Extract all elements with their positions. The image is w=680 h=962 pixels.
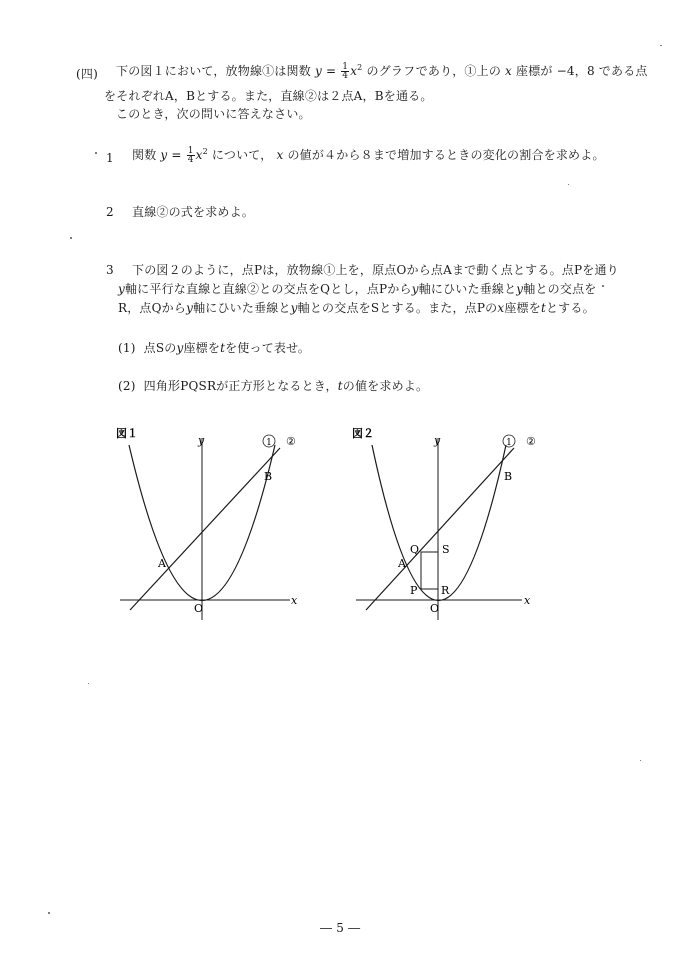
figure-1-title: 図１ <box>116 427 138 440</box>
figure-2-label-1: 1 <box>506 438 512 448</box>
q1-text-b: について， <box>211 148 273 162</box>
q3-var-y-2: y <box>411 282 419 296</box>
q3-sub2: (2) 四角形PQSRが正方形となるとき，tの値を求めよ。 <box>118 379 429 393</box>
section-number: (四) <box>76 67 98 81</box>
figure-1-x-label: x <box>291 594 298 607</box>
q3-line-2: y軸に平行な直線と直線②との交点をQとし，点Pからy軸にひいた垂線とy軸との交点を <box>118 282 597 296</box>
figure-1-point-a: A <box>158 557 166 570</box>
math-y-eq: y = <box>314 64 337 78</box>
x-values: −4，8 <box>556 64 595 78</box>
figure-2-point-s: S <box>442 543 450 556</box>
q3-sub2-var-t: t <box>337 379 343 393</box>
q3-sub1-var-y: y <box>176 341 184 355</box>
intro-text-b: のグラフであり，①上の <box>366 64 502 78</box>
math-x-var: x <box>505 64 513 78</box>
scan-speck <box>568 184 569 185</box>
intro-line-1 <box>116 60 648 80</box>
q1-text-a: 関数 <box>132 148 157 162</box>
fraction-one-quarter: $\frac{1}{4}$ <box>342 62 349 81</box>
q3-sub2-number: (2) <box>118 379 136 393</box>
intro-line-2: をそれぞれA，Bとする。また，直線②は２点A，Bを通る。 <box>104 89 433 103</box>
figure-2-point-a: A <box>398 557 406 570</box>
q1-number: 1 <box>106 151 114 165</box>
figure-2-label-2: ② <box>526 435 536 448</box>
figure-2-title: 図２ <box>352 427 374 440</box>
figure-1-label-2: ② <box>286 435 296 448</box>
scan-speck <box>95 152 97 154</box>
q3-var-y-5: y <box>290 301 298 315</box>
figure-2-point-q: Q <box>410 543 420 556</box>
q2-text: 直線②の式を求めよ。 <box>132 205 255 219</box>
q1-x: x <box>195 148 203 162</box>
q3-sub1-number: (1) <box>118 341 136 355</box>
figure-2-origin: O <box>430 602 440 615</box>
q3-sub1: (1) 点Sのy座標をtを使って表せ。 <box>118 341 311 355</box>
q3-var-y-3: y <box>516 282 524 296</box>
q1-y-eq: y = <box>160 148 182 162</box>
math-square: 2 <box>357 63 363 72</box>
figure-1-origin: O <box>194 602 204 615</box>
q1-square: 2 <box>202 147 208 156</box>
scan-speck <box>70 237 72 239</box>
q1-text-c: の値が４から８まで増加するときの変化の割合を求めよ。 <box>287 148 605 162</box>
intro-text-c: 座標が <box>516 64 553 78</box>
q1-x-var: x <box>276 148 284 162</box>
math-x: x <box>350 64 358 78</box>
scan-speck <box>602 285 604 287</box>
q3-var-x: x <box>497 301 505 315</box>
figure-2-point-p: P <box>410 584 418 597</box>
q1-text <box>132 144 605 164</box>
figure-2-point-r: R <box>441 584 450 597</box>
intro-text-a: 下の図１において，放物線①は関数 <box>116 64 311 78</box>
q3-var-t: t <box>540 301 546 315</box>
figure-2 <box>346 420 546 620</box>
scan-speck <box>48 912 50 914</box>
page-number: ― 5 ― <box>320 921 361 935</box>
figure-2-line <box>366 448 514 610</box>
scan-speck <box>88 683 89 684</box>
intro-line-3: このとき，次の問いに答えなさい。 <box>116 107 311 121</box>
q3-line-1: 下の図２のように，点Pは，放物線①上を，原点Oから点Aまで動く点とする。点Pを通り <box>132 263 619 277</box>
q3-var-y-1: y <box>118 282 125 296</box>
q2-number: 2 <box>106 205 114 219</box>
intro-text-d: である点 <box>598 64 648 78</box>
figure-2-point-b: B <box>504 470 513 483</box>
figure-1-y-label: y <box>198 434 205 447</box>
figure-2-parabola <box>372 445 506 601</box>
q1-fraction: $\frac{1}{4}$ <box>187 146 194 165</box>
figure-1-label-1: 1 <box>266 438 272 448</box>
figure-2-y-label: y <box>434 434 441 447</box>
q3-sub1-var-t: t <box>220 341 226 355</box>
q3-line-3: R，点Qからy軸にひいた垂線とy軸との交点をSとする。また，点Pのx座標をtとする。 <box>118 301 595 315</box>
figure-1-point-b: B <box>264 470 273 483</box>
scan-speck <box>640 760 641 761</box>
figure-1 <box>110 420 310 620</box>
q3-var-y-4: y <box>186 301 194 315</box>
scan-speck <box>660 45 662 46</box>
figure-2-x-label: x <box>524 594 531 607</box>
q3-number: 3 <box>106 263 114 277</box>
figure-2-square-pqsr <box>421 552 438 589</box>
